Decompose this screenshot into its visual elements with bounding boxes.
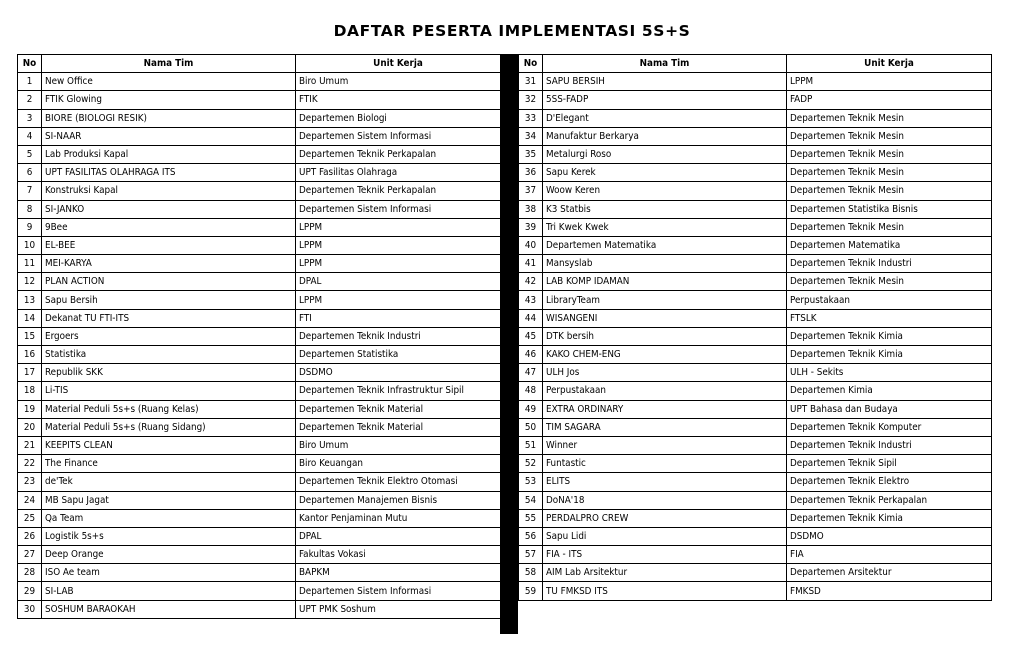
work-unit-cell: Departemen Sistem Informasi	[296, 200, 501, 218]
work-unit-cell: LPPM	[296, 218, 501, 236]
work-unit-cell: Departemen Teknik Perkapalan	[296, 182, 501, 200]
table-row	[519, 236, 992, 254]
work-unit-cell: DPAL	[296, 273, 501, 291]
work-unit-cell: UPT Bahasa dan Budaya	[787, 400, 992, 418]
work-unit-cell: Kantor Penjaminan Mutu	[296, 509, 501, 527]
table-row	[18, 236, 501, 254]
work-unit-cell: Departemen Teknik Perkapalan	[787, 491, 992, 509]
row-number: 27	[18, 546, 42, 564]
row-number: 42	[519, 273, 543, 291]
team-name-cell: TU FMKSD ITS	[543, 582, 787, 600]
team-name-cell: LibraryTeam	[543, 291, 787, 309]
team-name-cell: Logistik 5s+s	[42, 527, 296, 545]
work-unit-cell: DSDMO	[787, 527, 992, 545]
row-number: 19	[18, 400, 42, 418]
team-name-cell: UPT FASILITAS OLAHRAGA ITS	[42, 164, 296, 182]
team-name-cell: Mansyslab	[543, 255, 787, 273]
work-unit-cell: DSDMO	[296, 364, 501, 382]
table-body-left	[18, 73, 501, 619]
team-name-cell: Qa Team	[42, 509, 296, 527]
table-row	[519, 546, 992, 564]
work-unit-cell: Departemen Teknik Industri	[787, 255, 992, 273]
table-row	[519, 346, 992, 364]
table-row	[18, 436, 501, 454]
work-unit-cell: Departemen Manajemen Bisnis	[296, 491, 501, 509]
table-row	[519, 91, 992, 109]
row-number: 47	[519, 364, 543, 382]
row-number: 51	[519, 436, 543, 454]
work-unit-cell: Biro Umum	[296, 436, 501, 454]
row-number: 9	[18, 218, 42, 236]
table-row	[519, 273, 992, 291]
table-row	[519, 145, 992, 163]
row-number: 21	[18, 436, 42, 454]
row-number: 50	[519, 418, 543, 436]
header-row	[519, 55, 992, 73]
work-unit-cell: Departemen Teknik Industri	[296, 327, 501, 345]
row-number: 46	[519, 346, 543, 364]
team-name-cell: KEEPITS CLEAN	[42, 436, 296, 454]
table-row	[18, 73, 501, 91]
team-name-cell: DoNA'18	[543, 491, 787, 509]
table-row	[18, 473, 501, 491]
team-name-cell: PERDALPRO CREW	[543, 509, 787, 527]
team-name-cell: SI-NAAR	[42, 127, 296, 145]
work-unit-cell: Departemen Teknik Mesin	[787, 182, 992, 200]
team-name-cell: WISANGENI	[543, 309, 787, 327]
row-number: 43	[519, 291, 543, 309]
work-unit-cell: Departemen Teknik Infrastruktur Sipil	[296, 382, 501, 400]
work-unit-cell: Departemen Teknik Kimia	[787, 327, 992, 345]
table-row	[18, 145, 501, 163]
table-row	[18, 491, 501, 509]
team-name-cell: SOSHUM BARAOKAH	[42, 600, 296, 618]
row-number: 11	[18, 255, 42, 273]
table-row	[519, 527, 992, 545]
team-name-cell: AIM Lab Arsitektur	[543, 564, 787, 582]
team-name-cell: SAPU BERSIH	[543, 73, 787, 91]
work-unit-cell: FIA	[787, 546, 992, 564]
header-work-unit: Unit Kerja	[296, 55, 501, 73]
table-row	[18, 200, 501, 218]
table-row	[18, 255, 501, 273]
row-number: 49	[519, 400, 543, 418]
row-number: 38	[519, 200, 543, 218]
table-row	[519, 200, 992, 218]
work-unit-cell: Departemen Sistem Informasi	[296, 582, 501, 600]
work-unit-cell: Departemen Teknik Mesin	[787, 218, 992, 236]
row-number: 17	[18, 364, 42, 382]
row-number: 16	[18, 346, 42, 364]
table-row	[18, 382, 501, 400]
row-number: 25	[18, 509, 42, 527]
row-number: 48	[519, 382, 543, 400]
table-row	[18, 164, 501, 182]
row-number: 13	[18, 291, 42, 309]
team-name-cell: Sapu Bersih	[42, 291, 296, 309]
work-unit-cell: Departemen Matematika	[787, 236, 992, 254]
team-name-cell: D'Elegant	[543, 109, 787, 127]
table-row	[18, 455, 501, 473]
team-name-cell: Metalurgi Roso	[543, 145, 787, 163]
row-number: 33	[519, 109, 543, 127]
work-unit-cell: Departemen Teknik Material	[296, 400, 501, 418]
table-row	[18, 109, 501, 127]
work-unit-cell: Biro Umum	[296, 73, 501, 91]
row-number: 59	[519, 582, 543, 600]
row-number: 15	[18, 327, 42, 345]
team-name-cell: Li-TIS	[42, 382, 296, 400]
row-number: 28	[18, 564, 42, 582]
row-number: 8	[18, 200, 42, 218]
table-row	[18, 91, 501, 109]
work-unit-cell: DPAL	[296, 527, 501, 545]
work-unit-cell: LPPM	[296, 236, 501, 254]
row-number: 57	[519, 546, 543, 564]
team-name-cell: EXTRA ORDINARY	[543, 400, 787, 418]
team-name-cell: FIA - ITS	[543, 546, 787, 564]
row-number: 45	[519, 327, 543, 345]
team-name-cell: Manufaktur Berkarya	[543, 127, 787, 145]
row-number: 41	[519, 255, 543, 273]
table-row	[519, 164, 992, 182]
table-row	[18, 291, 501, 309]
work-unit-cell: Departemen Teknik Material	[296, 418, 501, 436]
table-row	[519, 109, 992, 127]
work-unit-cell: LPPM	[787, 73, 992, 91]
table-row	[18, 600, 501, 618]
header-team-name: Nama Tim	[42, 55, 296, 73]
row-number: 14	[18, 309, 42, 327]
row-number: 52	[519, 455, 543, 473]
table-row	[519, 291, 992, 309]
header-row	[18, 55, 501, 73]
row-number: 40	[519, 236, 543, 254]
team-name-cell: Konstruksi Kapal	[42, 182, 296, 200]
team-name-cell: Tri Kwek Kwek	[543, 218, 787, 236]
row-number: 22	[18, 455, 42, 473]
team-name-cell: FTIK Glowing	[42, 91, 296, 109]
team-name-cell: 9Bee	[42, 218, 296, 236]
table-row	[519, 400, 992, 418]
row-number: 32	[519, 91, 543, 109]
row-number: 37	[519, 182, 543, 200]
table-row	[519, 218, 992, 236]
table-row	[18, 400, 501, 418]
page-title: DAFTAR PESERTA IMPLEMENTASI 5S+S	[333, 22, 691, 40]
row-number: 7	[18, 182, 42, 200]
team-name-cell: EL-BEE	[42, 236, 296, 254]
table-row	[519, 73, 992, 91]
column-divider	[500, 54, 518, 634]
team-name-cell: Woow Keren	[543, 182, 787, 200]
team-name-cell: ELITS	[543, 473, 787, 491]
row-number: 34	[519, 127, 543, 145]
team-name-cell: DTK bersih	[543, 327, 787, 345]
team-name-cell: LAB KOMP IDAMAN	[543, 273, 787, 291]
row-number: 53	[519, 473, 543, 491]
work-unit-cell: FMKSD	[787, 582, 992, 600]
table-row	[18, 346, 501, 364]
team-name-cell: ULH Jos	[543, 364, 787, 382]
work-unit-cell: FTIK	[296, 91, 501, 109]
work-unit-cell: Biro Keuangan	[296, 455, 501, 473]
work-unit-cell: UPT PMK Soshum	[296, 600, 501, 618]
table-row	[18, 273, 501, 291]
table-row	[18, 364, 501, 382]
table-row	[519, 255, 992, 273]
team-name-cell: Sapu Lidi	[543, 527, 787, 545]
row-number: 29	[18, 582, 42, 600]
work-unit-cell: Departemen Kimia	[787, 382, 992, 400]
row-number: 54	[519, 491, 543, 509]
row-number: 36	[519, 164, 543, 182]
team-name-cell: PLAN ACTION	[42, 273, 296, 291]
table-row	[519, 564, 992, 582]
work-unit-cell: Departemen Teknik Mesin	[787, 127, 992, 145]
work-unit-cell: LPPM	[296, 291, 501, 309]
row-number: 55	[519, 509, 543, 527]
work-unit-cell: FTSLK	[787, 309, 992, 327]
row-number: 6	[18, 164, 42, 182]
row-number: 58	[519, 564, 543, 582]
header-no: No	[18, 55, 42, 73]
table-row	[18, 527, 501, 545]
row-number: 12	[18, 273, 42, 291]
team-name-cell: KAKO CHEM-ENG	[543, 346, 787, 364]
work-unit-cell: UPT Fasilitas Olahraga	[296, 164, 501, 182]
work-unit-cell: Departemen Teknik Mesin	[787, 164, 992, 182]
team-name-cell: Winner	[543, 436, 787, 454]
team-name-cell: de'Tek	[42, 473, 296, 491]
row-number: 20	[18, 418, 42, 436]
team-name-cell: 5SS-FADP	[543, 91, 787, 109]
work-unit-cell: FADP	[787, 91, 992, 109]
table-row	[18, 309, 501, 327]
row-number: 31	[519, 73, 543, 91]
work-unit-cell: FTI	[296, 309, 501, 327]
team-name-cell: MB Sapu Jagat	[42, 491, 296, 509]
row-number: 2	[18, 91, 42, 109]
work-unit-cell: LPPM	[296, 255, 501, 273]
work-unit-cell: Departemen Teknik Sipil	[787, 455, 992, 473]
participant-table-right	[518, 54, 992, 601]
team-name-cell: BIORE (BIOLOGI RESIK)	[42, 109, 296, 127]
row-number: 44	[519, 309, 543, 327]
table-row	[18, 218, 501, 236]
header-work-unit: Unit Kerja	[787, 55, 992, 73]
row-number: 10	[18, 236, 42, 254]
team-name-cell: Material Peduli 5s+s (Ruang Kelas)	[42, 400, 296, 418]
table-row	[18, 509, 501, 527]
team-name-cell: Ergoers	[42, 327, 296, 345]
work-unit-cell: Departemen Teknik Mesin	[787, 273, 992, 291]
work-unit-cell: Fakultas Vokasi	[296, 546, 501, 564]
work-unit-cell: Departemen Sistem Informasi	[296, 127, 501, 145]
row-number: 35	[519, 145, 543, 163]
team-name-cell: ISO Ae team	[42, 564, 296, 582]
team-name-cell: Republik SKK	[42, 364, 296, 382]
team-name-cell: SI-LAB	[42, 582, 296, 600]
table-row	[519, 509, 992, 527]
team-name-cell: New Office	[42, 73, 296, 91]
work-unit-cell: Departemen Teknik Kimia	[787, 346, 992, 364]
work-unit-cell: ULH - Sekits	[787, 364, 992, 382]
header-no: No	[519, 55, 543, 73]
table-row	[519, 582, 992, 600]
work-unit-cell: BAPKM	[296, 564, 501, 582]
row-number: 23	[18, 473, 42, 491]
work-unit-cell: Departemen Teknik Elektro	[787, 473, 992, 491]
row-number: 56	[519, 527, 543, 545]
work-unit-cell: Departemen Teknik Perkapalan	[296, 145, 501, 163]
work-unit-cell: Departemen Statistika	[296, 346, 501, 364]
work-unit-cell: Departemen Teknik Mesin	[787, 109, 992, 127]
team-name-cell: Perpustakaan	[543, 382, 787, 400]
team-name-cell: MEI-KARYA	[42, 255, 296, 273]
row-number: 24	[18, 491, 42, 509]
work-unit-cell: Departemen Teknik Mesin	[787, 145, 992, 163]
work-unit-cell: Departemen Teknik Kimia	[787, 509, 992, 527]
table-row	[519, 327, 992, 345]
table-body-right	[519, 73, 992, 600]
work-unit-cell: Perpustakaan	[787, 291, 992, 309]
work-unit-cell: Departemen Statistika Bisnis	[787, 200, 992, 218]
row-number: 18	[18, 382, 42, 400]
header-team-name: Nama Tim	[543, 55, 787, 73]
team-name-cell: TIM SAGARA	[543, 418, 787, 436]
work-unit-cell: Departemen Biologi	[296, 109, 501, 127]
table-row	[18, 564, 501, 582]
table-row	[519, 436, 992, 454]
table-row	[18, 327, 501, 345]
team-name-cell: Dekanat TU FTI-ITS	[42, 309, 296, 327]
table-row	[18, 182, 501, 200]
row-number: 30	[18, 600, 42, 618]
team-name-cell: Lab Produksi Kapal	[42, 145, 296, 163]
team-name-cell: Deep Orange	[42, 546, 296, 564]
table-row	[519, 418, 992, 436]
table-row	[519, 309, 992, 327]
table-row	[18, 127, 501, 145]
row-number: 39	[519, 218, 543, 236]
work-unit-cell: Departemen Arsitektur	[787, 564, 992, 582]
table-row	[519, 382, 992, 400]
work-unit-cell: Departemen Teknik Komputer	[787, 418, 992, 436]
table-row	[519, 455, 992, 473]
row-number: 26	[18, 527, 42, 545]
team-name-cell: The Finance	[42, 455, 296, 473]
team-name-cell: Funtastic	[543, 455, 787, 473]
row-number: 4	[18, 127, 42, 145]
team-name-cell: Sapu Kerek	[543, 164, 787, 182]
table-row	[519, 491, 992, 509]
team-name-cell: K3 Statbis	[543, 200, 787, 218]
table-row	[18, 582, 501, 600]
table-row	[519, 127, 992, 145]
row-number: 3	[18, 109, 42, 127]
team-name-cell: Departemen Matematika	[543, 236, 787, 254]
team-name-cell: Material Peduli 5s+s (Ruang Sidang)	[42, 418, 296, 436]
work-unit-cell: Departemen Teknik Industri	[787, 436, 992, 454]
team-name-cell: Statistika	[42, 346, 296, 364]
table-row	[519, 473, 992, 491]
work-unit-cell: Departemen Teknik Elektro Otomasi	[296, 473, 501, 491]
participant-table-left	[17, 54, 501, 619]
row-number: 1	[18, 73, 42, 91]
table-row	[18, 546, 501, 564]
table-row	[18, 418, 501, 436]
table-row	[519, 182, 992, 200]
team-name-cell: SI-JANKO	[42, 200, 296, 218]
row-number: 5	[18, 145, 42, 163]
table-row	[519, 364, 992, 382]
